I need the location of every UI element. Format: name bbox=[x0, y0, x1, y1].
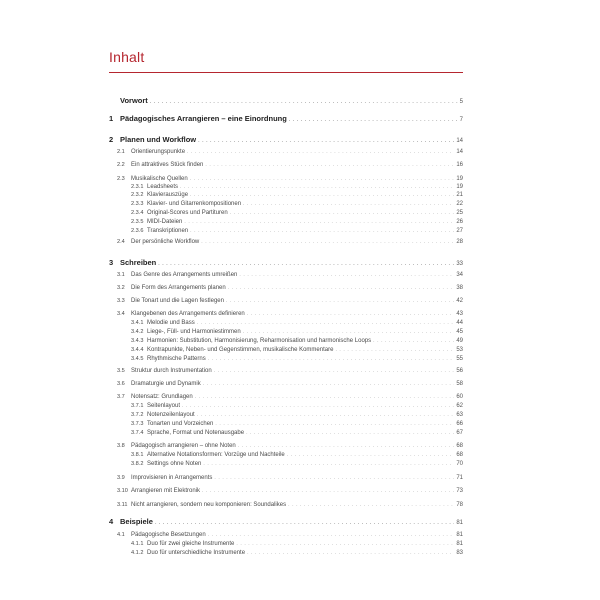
toc-entry[interactable] bbox=[109, 379, 463, 389]
toc-entry-number: 3.4.1 bbox=[131, 320, 144, 326]
toc-entry-page-number: 81 bbox=[456, 541, 463, 547]
toc-entry-title: Notenzeilenlayout bbox=[147, 412, 195, 418]
toc-leader-dots bbox=[247, 548, 454, 558]
toc-entry-number: 2.3.2 bbox=[131, 192, 144, 198]
toc-entry-title: Musikalische Quellen bbox=[131, 176, 188, 182]
toc-entry-number: 2.3.3 bbox=[131, 201, 144, 207]
toc-entry-number: 2.4 bbox=[117, 239, 125, 245]
toc-entry-number: 3.4.2 bbox=[131, 329, 144, 335]
toc-entry-page-number: 81 bbox=[456, 532, 463, 538]
toc-entry-title: Pädagogische Besetzungen bbox=[131, 532, 206, 538]
toc-leader-dots bbox=[246, 428, 454, 438]
toc-leader-dots bbox=[155, 518, 454, 528]
toc-entry-title: Duo für unterschiedliche Instrumente bbox=[147, 550, 246, 556]
toc-entry-title: Beispiele bbox=[120, 517, 153, 526]
toc-entry-page-number: 26 bbox=[456, 219, 463, 225]
toc-leader-dots bbox=[202, 486, 454, 496]
toc-entry-page-number: 62 bbox=[456, 403, 463, 409]
toc-entry-page-number: 19 bbox=[456, 184, 463, 190]
toc-leader-dots bbox=[158, 259, 454, 269]
toc-entry-title: Struktur durch Instrumentation bbox=[131, 368, 212, 374]
toc-entry-number: 3.7 bbox=[117, 394, 125, 400]
toc-entry-page-number: 14 bbox=[456, 138, 463, 144]
toc-entry-number: 3.8.2 bbox=[131, 461, 144, 467]
toc-entry[interactable] bbox=[109, 517, 463, 527]
toc-entry[interactable] bbox=[109, 296, 463, 306]
toc-entry-title: Schreiben bbox=[120, 258, 157, 267]
toc-entry-number: 3.9 bbox=[117, 475, 125, 481]
toc-entry-page-number: 14 bbox=[456, 149, 463, 155]
toc-leader-dots bbox=[239, 270, 454, 280]
toc-entry-title: Original-Scores und Partituren bbox=[147, 210, 228, 216]
toc-entry[interactable] bbox=[109, 354, 463, 364]
toc-entry-title: Alternative Notationsformen: Vorzüge und Nachteile bbox=[147, 452, 285, 458]
toc-entry-page-number: 19 bbox=[456, 176, 463, 182]
toc-entry-number: 4.1.1 bbox=[131, 541, 144, 547]
page-title: Inhalt bbox=[109, 49, 145, 65]
toc-entry-number: 2.3.4 bbox=[131, 210, 144, 216]
toc-entry-title: Orientierungspunkte bbox=[131, 149, 186, 155]
toc-entry-page-number: 70 bbox=[456, 461, 463, 467]
toc-entry-page-number: 43 bbox=[456, 311, 463, 317]
toc-entry-title: Settings ohne Noten bbox=[147, 461, 202, 467]
title-rule bbox=[109, 72, 463, 73]
toc-entry-title: Das Genre des Arrangements umreißen bbox=[131, 272, 238, 278]
toc-entry-page-number: 60 bbox=[456, 394, 463, 400]
toc-entry-page-number: 66 bbox=[456, 421, 463, 427]
toc-entry-page-number: 83 bbox=[456, 550, 463, 556]
toc-entry[interactable] bbox=[109, 486, 463, 496]
toc-entry-page-number: 33 bbox=[456, 261, 463, 267]
toc-entry-title: Klavierauszüge bbox=[147, 192, 189, 198]
toc-entry[interactable] bbox=[109, 270, 463, 280]
toc-entry-title: MIDI-Dateien bbox=[147, 219, 183, 225]
toc-entry-title: Improvisieren in Arrangements bbox=[131, 475, 213, 481]
toc-entry-number: 3.1 bbox=[117, 272, 125, 278]
toc-entry[interactable] bbox=[109, 237, 463, 247]
toc-entry-number: 3.8.1 bbox=[131, 452, 144, 458]
toc-entry-page-number: 53 bbox=[456, 347, 463, 353]
toc-entry-number: 3 bbox=[109, 258, 114, 267]
toc-entry-page-number: 16 bbox=[456, 162, 463, 168]
toc-entry-page-number: 21 bbox=[456, 192, 463, 198]
toc-entry-page-number: 5 bbox=[459, 99, 463, 105]
toc-entry-title: Leadsheets bbox=[147, 184, 179, 190]
toc-entry-title: Die Tonart und die Lagen festlegen bbox=[131, 298, 224, 304]
toc-entry-number: 3.10 bbox=[117, 488, 128, 494]
toc-entry-number: 3.8 bbox=[117, 443, 125, 449]
toc-entry-page-number: 58 bbox=[456, 381, 463, 387]
toc-entry-title: Dramaturgie und Dynamik bbox=[131, 381, 201, 387]
toc-entry-number: 3.2 bbox=[117, 285, 125, 291]
toc-entry[interactable] bbox=[109, 135, 463, 145]
toc-entry[interactable] bbox=[109, 160, 463, 170]
toc-entry-page-number: 25 bbox=[456, 210, 463, 216]
toc-entry-page-number: 7 bbox=[459, 117, 463, 123]
toc-entry-number: 4.1.2 bbox=[131, 550, 144, 556]
toc-entry-number: 2.1 bbox=[117, 149, 125, 155]
toc-entry-number: 3.6 bbox=[117, 381, 125, 387]
toc-entry-page-number: 49 bbox=[456, 338, 463, 344]
toc-entry-page-number: 34 bbox=[456, 272, 463, 278]
toc-entry-title: Sprache, Format und Notenausgabe bbox=[147, 430, 245, 436]
toc-leader-dots bbox=[214, 366, 455, 376]
toc-entry-page-number: 73 bbox=[456, 488, 463, 494]
toc-entry-page-number: 81 bbox=[456, 520, 463, 526]
toc-entry-number: 3.5 bbox=[117, 368, 125, 374]
toc-entry-page-number: 28 bbox=[456, 239, 463, 245]
toc-entry-title: Vorwort bbox=[120, 96, 148, 105]
toc-entry-title: Pädagogisch arrangieren – ohne Noten bbox=[131, 443, 236, 449]
toc-entry-title: Liege-, Füll- und Harmoniestimmen bbox=[147, 329, 241, 335]
toc-entry-page-number: 68 bbox=[456, 452, 463, 458]
toc-entry-number: 2 bbox=[109, 135, 114, 144]
toc-entry-page-number: 78 bbox=[456, 502, 463, 508]
toc-entry-title: Der persönliche Workflow bbox=[131, 239, 200, 245]
toc-entry-page-number: 68 bbox=[456, 443, 463, 449]
toc-entry-number: 2.3.1 bbox=[131, 184, 144, 190]
toc-leader-dots bbox=[187, 147, 454, 157]
toc-entry-number: 3.7.1 bbox=[131, 403, 144, 409]
toc-entry[interactable] bbox=[109, 459, 463, 469]
toc-entry-page-number: 22 bbox=[456, 201, 463, 207]
toc-entry-title: Kontrapunkte, Neben- und Gegenstimmen, musikalische Kommentare bbox=[147, 347, 334, 353]
toc-entry[interactable] bbox=[109, 96, 463, 106]
toc-entry-number: 2.3.5 bbox=[131, 219, 144, 225]
toc-entry-title: Ein attraktives Stück finden bbox=[131, 162, 204, 168]
toc-entry[interactable] bbox=[109, 114, 463, 124]
toc-entry[interactable] bbox=[109, 500, 463, 510]
toc-entry-number: 3.4.5 bbox=[131, 356, 144, 362]
toc-entry-title: Seitenlayout bbox=[147, 403, 181, 409]
toc-leader-dots bbox=[203, 379, 455, 389]
toc-entry-page-number: 56 bbox=[456, 368, 463, 374]
toc-leader-dots bbox=[201, 237, 454, 247]
toc-entry-title: Duo für zwei gleiche Instrumente bbox=[147, 541, 235, 547]
toc-entry[interactable] bbox=[109, 258, 463, 268]
toc-entry-page-number: 67 bbox=[456, 430, 463, 436]
toc-entry-number: 4.1 bbox=[117, 532, 125, 538]
toc-entry-title: Planen und Workflow bbox=[120, 135, 197, 144]
toc-entry[interactable] bbox=[109, 283, 463, 293]
toc-leader-dots bbox=[150, 97, 458, 107]
toc-entry-page-number: 44 bbox=[456, 320, 463, 326]
toc-entry[interactable] bbox=[109, 428, 463, 438]
toc-entry-title: Harmonien: Substitution, Harmonisierung, Reharmonisation und harmonische Loops bbox=[147, 338, 372, 344]
toc-entry[interactable] bbox=[109, 548, 463, 558]
toc-leader-dots bbox=[226, 296, 454, 306]
toc-entry-title: Klavier- und Gitarrenkompositionen bbox=[147, 201, 242, 207]
toc-entry-page-number: 38 bbox=[456, 285, 463, 291]
toc-entry-page-number: 71 bbox=[456, 475, 463, 481]
toc-entry-page-number: 63 bbox=[456, 412, 463, 418]
toc-entry-number: 3.7.3 bbox=[131, 421, 144, 427]
toc-entry-page-number: 42 bbox=[456, 298, 463, 304]
toc-entry-page-number: 27 bbox=[456, 228, 463, 234]
toc-entry-title: Pädagogisches Arrangieren – eine Einordnung bbox=[120, 114, 287, 123]
toc-entry-title: Nicht arrangieren, sondern neu komponieren: Soundalikes bbox=[131, 502, 287, 508]
toc-entry-title: Rhythmische Patterns bbox=[147, 356, 206, 362]
toc-entry-number: 2.2 bbox=[117, 162, 125, 168]
toc-entry[interactable] bbox=[109, 473, 463, 483]
toc-entry-number: 3.4 bbox=[117, 311, 125, 317]
toc-entry-title: Klangebenen des Arrangements definieren bbox=[131, 311, 245, 317]
toc-entry-number: 3.11 bbox=[117, 502, 128, 508]
toc-entry[interactable] bbox=[109, 226, 463, 236]
toc-leader-dots bbox=[214, 473, 454, 483]
toc-entry-page-number: 55 bbox=[456, 356, 463, 362]
toc-leader-dots bbox=[228, 283, 455, 293]
toc-entry-title: Die Form des Arrangements planen bbox=[131, 285, 226, 291]
toc-entry-number: 3.3 bbox=[117, 298, 125, 304]
toc-leader-dots bbox=[205, 160, 454, 170]
toc-leader-dots bbox=[198, 136, 454, 146]
toc-entry-title: Notensatz: Grundlagen bbox=[131, 394, 193, 400]
toc-entry-title: Tonarten und Vorzeichen bbox=[147, 421, 214, 427]
toc-leader-dots bbox=[190, 226, 454, 236]
toc-entry-title: Melodie und Bass bbox=[147, 320, 195, 326]
toc-entry[interactable] bbox=[109, 366, 463, 376]
toc-entry-number: 3.7.4 bbox=[131, 430, 144, 436]
toc-leader-dots bbox=[288, 500, 454, 510]
toc-entry[interactable] bbox=[109, 147, 463, 157]
toc-leader-dots bbox=[208, 354, 455, 364]
toc-entry-title: Arrangieren mit Elektronik bbox=[131, 488, 201, 494]
toc-entry-title: Transkriptionen bbox=[147, 228, 189, 234]
toc-entry-number: 4 bbox=[109, 517, 114, 526]
toc-entry-number: 2.3.6 bbox=[131, 228, 144, 234]
toc-entry-page-number: 45 bbox=[456, 329, 463, 335]
toc-leader-dots bbox=[203, 459, 454, 469]
toc-entry-number: 3.4.3 bbox=[131, 338, 144, 344]
toc-entry-number: 3.7.2 bbox=[131, 412, 144, 418]
toc-entry-number: 2.3 bbox=[117, 176, 125, 182]
toc-entry-number: 1 bbox=[109, 114, 114, 123]
toc-entry-number: 3.4.4 bbox=[131, 347, 144, 353]
toc-leader-dots bbox=[289, 115, 458, 125]
